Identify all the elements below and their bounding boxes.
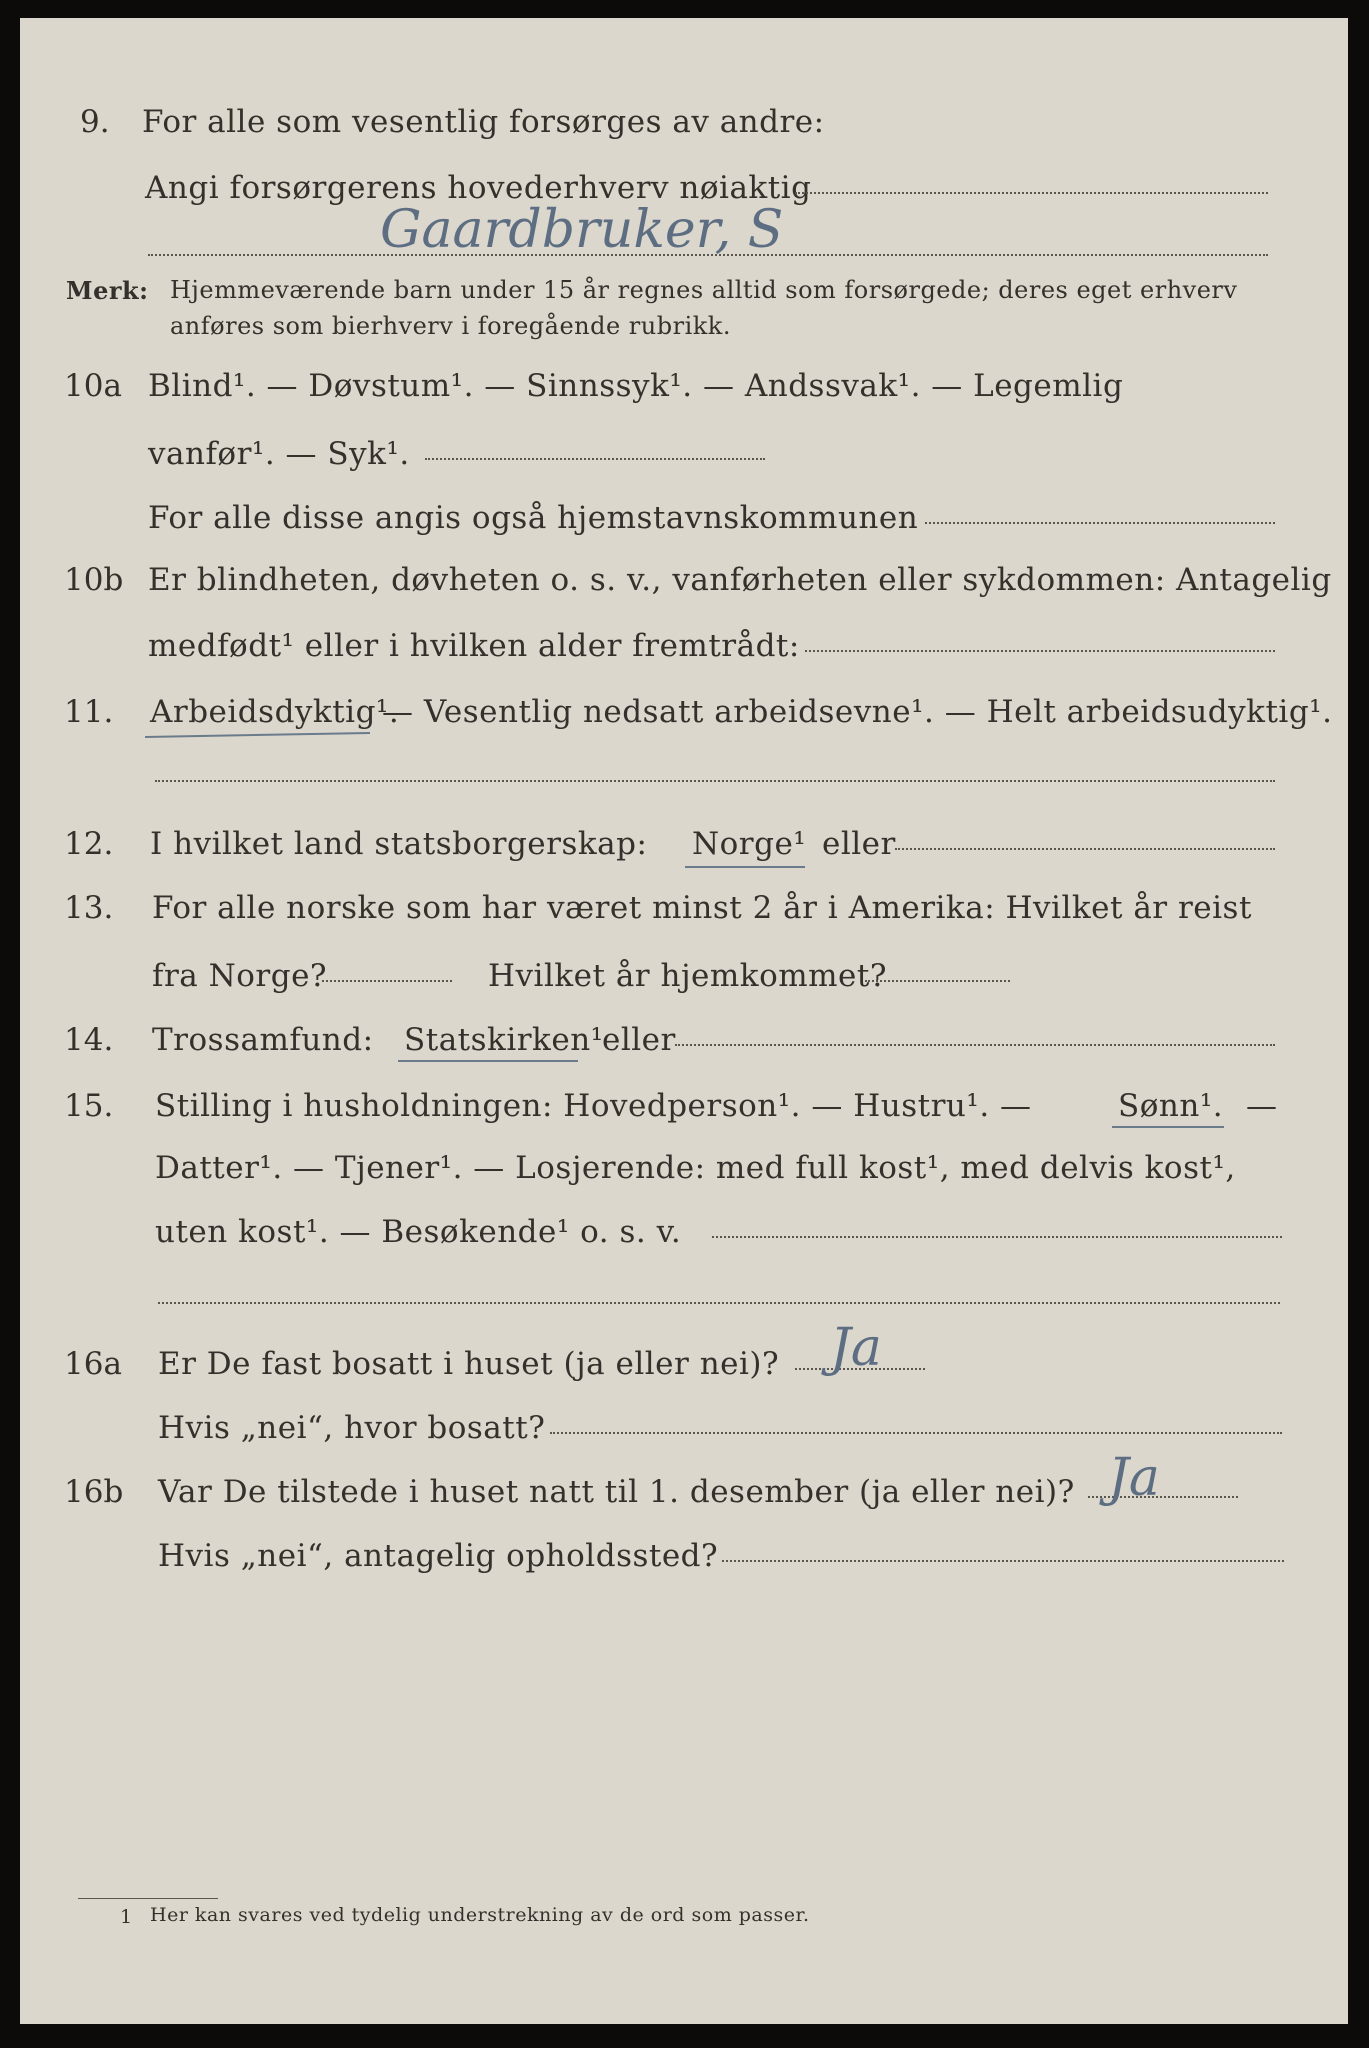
q13-hjemkommet-line [865,980,1010,982]
q14-number: 14. [64,1022,114,1058]
q15-answer-line2 [158,1302,1280,1304]
q10a-line2: vanfør¹. — Syk¹. [148,436,410,472]
q10a-answer-line [425,458,765,460]
q12-answer-line [895,848,1275,850]
q13-line2a: fra Norge? [152,958,328,994]
merk-line2: anføres som bierhverv i foregående rubrikk. [170,312,731,340]
q11-answer-line [155,780,1275,782]
q13-line2b: Hvilket år hjemkommet? [488,958,887,994]
footnote-mark: 1 [120,1906,133,1928]
q13-reist-line [322,980,452,982]
q9-number: 9. [80,104,110,140]
q10b-answer-line [805,650,1275,652]
q14-underline-mark [398,1060,578,1062]
q13-number: 13. [64,890,114,926]
merk-label: Merk: [66,276,149,305]
q15-underline-mark [1112,1126,1224,1128]
q16a-handwritten-answer: Ja [830,1318,882,1378]
q9-handwritten-answer: Gaardbruker, S [380,200,784,260]
q16a-number: 16a [64,1346,122,1382]
q16b-line1: Var De tilstede i huset natt til 1. desember (ja eller nei)? [158,1474,1075,1510]
q16b-number: 16b [64,1474,124,1510]
q15-number: 15. [64,1088,114,1124]
q11-number: 11. [64,694,114,730]
q15-line1a: Stilling i husholdningen: Hovedperson¹. — Hustru¹. — [155,1088,1032,1124]
q15-answer-line1 [712,1236,1282,1238]
q9-answer-line2 [148,254,1268,256]
q10b-number: 10b [64,562,124,598]
q15-option-sonn: Sønn¹. [1118,1088,1224,1124]
q16a-line1: Er De fast bosatt i huset (ja eller nei)? [158,1346,780,1382]
q14-option-statskirken: Statskirken¹ [404,1022,604,1058]
q12-option-norge: Norge¹ [692,826,807,862]
q15-line2: Datter¹. — Tjener¹. — Losjerende: med full kost¹, med delvis kost¹, [155,1150,1236,1186]
q11-rest: — Vesentlig nedsatt arbeidsevne¹. — Helt arbeidsudyktig¹. [382,694,1333,730]
q16b-handwritten-answer: Ja [1108,1448,1160,1508]
q15-line1c: — [1246,1088,1278,1124]
q16a-line2: Hvis „nei“, hvor bosatt? [158,1410,546,1446]
q11-option-arbeidsdyktig: Arbeidsdyktig¹. [150,694,400,730]
q9-answer-line1 [795,192,1268,194]
q14-post: eller [602,1022,676,1058]
q16a-bosatt-line [550,1432,1282,1434]
q9-line1: For alle som vesentlig forsørges av andre: [142,104,825,140]
footnote-text: Her kan svares ved tydelig understrekning av de ord som passer. [150,1904,810,1926]
q16b-opholdssted-line [722,1560,1284,1562]
footnote-rule [78,1898,218,1899]
q10a-hometown-line [925,522,1275,524]
q12-post: eller [822,826,896,862]
q14-pre: Trossamfund: [152,1022,374,1058]
merk-line1: Hjemmeværende barn under 15 år regnes alltid som forsørgede; deres eget erhverv [170,276,1238,304]
q12-underline-mark [685,866,805,868]
q10a-line3: For alle disse angis også hjemstavnskommunen [148,500,919,536]
q14-answer-line [675,1044,1275,1046]
q10a-line1: Blind¹. — Døvstum¹. — Sinnssyk¹. — Andssvak¹. — Legemlig [148,368,1124,404]
q10b-line2: medfødt¹ eller i hvilken alder fremtrådt: [148,628,800,664]
q15-line3: uten kost¹. — Besøkende¹ o. s. v. [155,1214,682,1250]
q9-line2: Angi forsørgerens hovederhverv nøiaktig [145,170,812,206]
q13-line1: For alle norske som har været minst 2 år i Amerika: Hvilket år reist [152,890,1252,926]
q12-number: 12. [64,826,114,862]
q10a-number: 10a [64,368,122,404]
q16b-line2: Hvis „nei“, antagelig opholdssted? [158,1538,719,1574]
q12-pre: I hvilket land statsborgerskap: [150,826,648,862]
q10b-line1: Er blindheten, døvheten o. s. v., vanførheten eller sykdommen: Antagelig [148,562,1332,598]
